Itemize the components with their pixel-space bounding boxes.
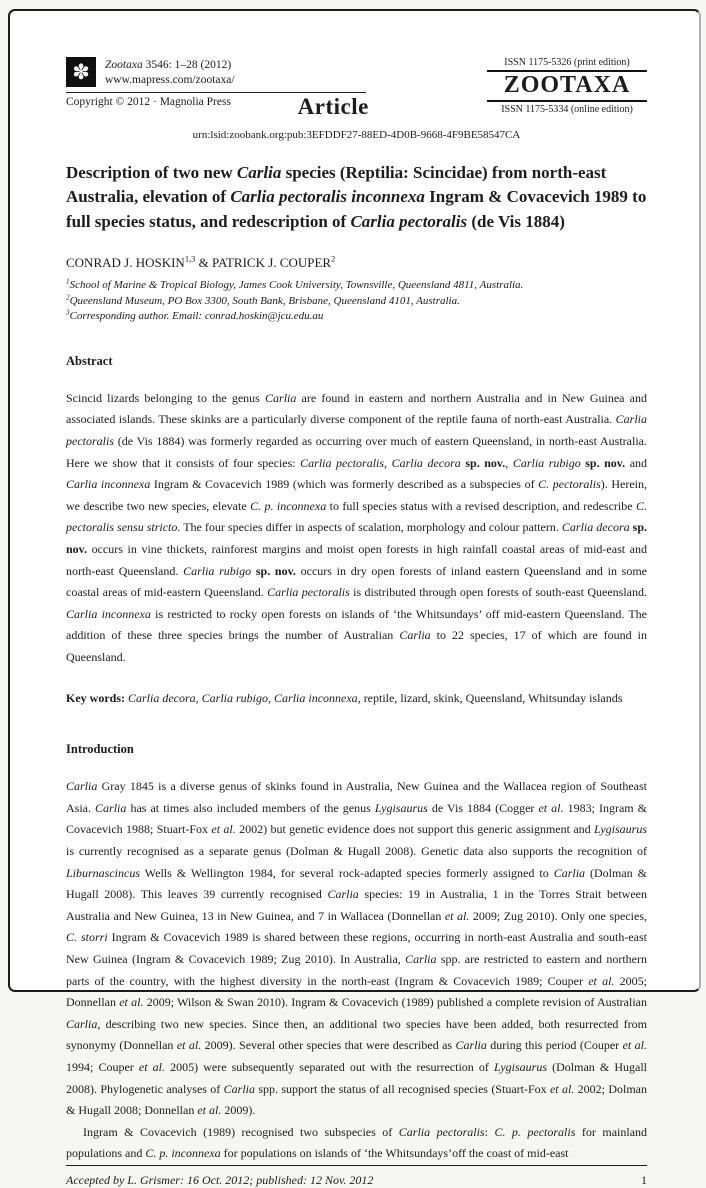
journal-brand: ZOOTAXA [487, 72, 647, 102]
issn-print: ISSN 1175-5326 (print edition) [487, 57, 647, 72]
issn-block [487, 57, 647, 115]
author-line: CONRAD J. HOSKIN$^{1,3}$ & PATRICK J. COUPER$^2$ [66, 254, 336, 271]
affiliation-line-3: $^3$Corresponding author. Email: conrad.hoskin@jcu.edu.au [66, 308, 324, 323]
zootaxa-flower-icon: ✽ [66, 57, 96, 87]
introduction-paragraph-2: Ingram & Covacevich (1989) recognised two subspecies of Carlia pectoralis: C. p. pectoralis for mainland populations and C. p. inconnexa for populations on islands of ‘the Whitsundays’off the coast of mid-east [66, 1124, 648, 1161]
page-footer [66, 1165, 647, 1188]
introduction-paragraph-1: Carlia Gray 1845 is a diverse genus of skinks found in Australia, New Guinea and the Wallacea region of Southeast Asia. Carlia has at times also included members of the genus Lygisaurus de Vis 1884 (Cogger et al. 1983; Ingram & Covacevich 1988; Stuart-Fox et al. 2002) but genetic evidence does not support this generic assignment and Lygisaurus is currently recognised as a separate genus (Dolman & Hugall 2008). Genetic data also supports the recognition of Liburnascincus Wells & Wellington 1984, for several rock-adapted species formerly assigned to Carlia (Dolman & Hugall 2008). This leaves 39 currently recognised Carlia species: 19 in Australia, 1 in the Torres Strait between Australia and New Guinea, 13 in New Guinea, and 7 in Wallacea (Donnellan et al. 2009; Zug 2010). Only one species, C. storri Ingram & Covacevich 1989 is shared between these regions, occurring in north-east Australia and south-east New Guinea (Ingram & Covacevich 1989; Zug 2010). In Australia, Carlia spp. are restricted to eastern and northern parts of the country, with the highest diversity in the north-east (Ingram & Covacevich 1989; Couper et al. 2005; Donnellan et al. 2009; Wilson & Swan 2010). Ingram & Covacevich (1989) published a complete revision of Australian Carlia, describing two new species. Since then, an additional two species have been added, both resurrected from synonymy (Donnellan et al. 2009). Several other species that were described as Carlia during this period (Couper et al. 1994; Couper et al. 2005) were subsequently separated out with the resurrection of Lygisaurus (Dolman & Hugall 2008). Phylogenetic analyses of Carlia spp. support the status of all recognised species (Stuart-Fox et al. 2002; Dolman & Hugall 2008; Donnellan et al. 2009). [66, 779, 648, 1118]
header-divider [66, 92, 366, 93]
keywords-line: Key words: Carlia decora, Carlia rubigo, Carlia inconnexa, reptile, lizard, skink, Queensland, Whitsunday islands [66, 690, 623, 705]
article-type-label: Article [297, 93, 369, 119]
article-title: Description of two new Carlia species (Reptilia: Scincidae) from north-east Australia, elevation of Carlia pectoralis inconnexa Ingram & Covacevich 1989 to full species status, and redescription of Carlia pectoralis (de Vis 1884) [66, 162, 647, 231]
journal-page [8, 9, 701, 1187]
copyright-line: Copyright © 2012 · Magnolia Press [66, 96, 231, 108]
journal-reference: Zootaxa 3546: 1–28 (2012) [105, 59, 232, 71]
zoobank-urn: urn:lsid:zoobank.org:pub:3EFDDF27-88ED-4D0B-9668-4F9BE58547CA [192, 128, 521, 141]
journal-website: www.mapress.com/zootaxa/ [105, 74, 235, 86]
abstract-body: Scincid lizards belonging to the genus Carlia are found in eastern and northern Australia and in New Guinea and associated islands. These skinks are a particularly diverse component of the reptile fauna of north-east Australia. Carlia pectoralis (de Vis 1884) was formerly regarded as occurring over much of eastern Queensland, in north-east Australia. Here we show that it consists of four species: Carlia pectoralis, Carlia decora sp. nov., Carlia rubigo sp. nov. and Carlia inconnexa Ingram & Covacevich 1989 (which was formerly described as a subspecies of C. pectoralis). Herein, we describe two new species, elevate C. p. inconnexa to full species status with a revised description, and redescribe C. pectoralis sensu stricto. The four species differ in aspects of scalation, morphology and colour pattern. Carlia decora sp. nov. occurs in vine thickets, rainforest margins and moist open forests in high rainfall coastal areas of mid-east and north-east Queensland. Carlia rubigo sp. nov. occurs in dry open forests of inland eastern Queensland and in some coastal areas of mid-eastern Queensland. Carlia pectoralis is distributed through open forests of south-east Queensland. Carlia inconnexa is restricted to rocky open forests on islands of ‘the Whitsundays’ off mid-eastern Queensland. The addition of these three species brings the number of Australian Carlia to 22 species, 17 of which are found in Queensland. [66, 390, 648, 664]
affiliations-block [66, 278, 647, 325]
abstract-heading: Abstract [66, 353, 113, 368]
footer-divider [66, 1165, 647, 1166]
journal-header [66, 57, 647, 119]
journal-reference-block [105, 57, 235, 88]
affiliation-line-1: $^1$School of Marine & Tropical Biology, James Cook University, Townsville, Queensland 4811, Australia. [66, 277, 524, 292]
issn-online: ISSN 1175-5334 (online edition) [501, 103, 633, 115]
introduction-heading: Introduction [66, 742, 134, 757]
affiliation-line-2: $^2$Queensland Museum, PO Box 3300, South Bank, Brisbane, Queensland 4101, Australia. [66, 293, 460, 307]
acceptance-note: Accepted by L. Grismer: 16 Oct. 2012; published: 12 Nov. 2012 [66, 1172, 374, 1187]
page-number: 1 [641, 1172, 647, 1187]
footer-row [66, 1173, 647, 1188]
header-masthead [66, 57, 366, 88]
